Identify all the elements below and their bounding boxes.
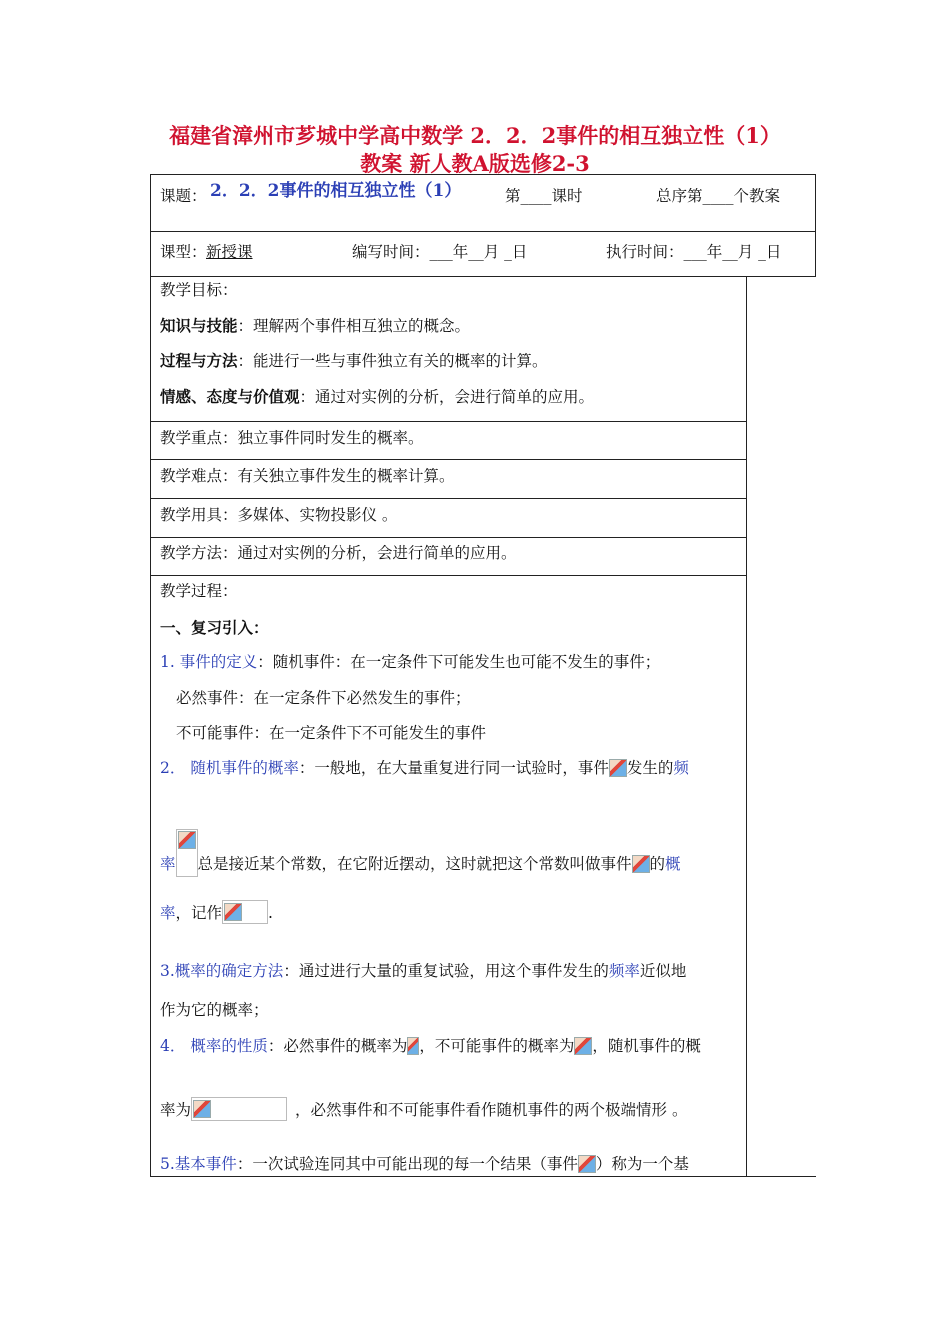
row-divider — [150, 575, 746, 576]
row-divider — [150, 498, 746, 499]
difficulty: 教学难点：有关独立事件发生的概率计算。 — [160, 467, 455, 485]
goal-process — [160, 351, 548, 371]
row-divider — [150, 421, 746, 422]
item-random-probability: 2． 随机事件的概率：一般地，在大量重复进行同一试验时，事件 发生的频 — [160, 759, 689, 777]
topic-label: 课题： — [160, 187, 207, 205]
formula-image-icon — [578, 1155, 596, 1173]
certain-event-line: 必然事件：在一定条件下必然发生的事件； — [176, 689, 471, 707]
exec-time: 执行时间：___年__月 _日 — [606, 243, 782, 261]
formula-frame — [191, 1097, 287, 1121]
term-basic-event: 基本事件 — [174, 1155, 237, 1173]
formula-image-icon — [632, 855, 650, 873]
period-field: 第____课时 — [505, 187, 583, 205]
process-heading: 教学过程： — [160, 582, 238, 600]
item-probability-properties: 4． 概率的性质：必然事件的概率为 ，不可能事件的概率为 ，随机事件的概 — [160, 1037, 701, 1055]
write-time: 编写时间：___年__月 _日 — [352, 243, 528, 261]
topic-value: 2．2．2事件的相互独立性（1） — [210, 181, 462, 201]
order-field: 总序第____个教案 — [656, 187, 781, 205]
document-title-line2: 教案 新人教A版选修2-3 — [360, 151, 590, 176]
document-title-line1: 福建省漳州市芗城中学高中数学 2．2．2事件的相互独立性（1） — [169, 123, 781, 148]
type-value: 新授课 — [206, 243, 253, 261]
probability-properties-line2: 率为 ，必然事件和不可能事件看作随机事件的两个极端情形 。 — [160, 1097, 687, 1121]
random-probability-line3: 率，记作 . — [160, 900, 273, 924]
probability-method-line2: 作为它的概率； — [160, 1001, 269, 1019]
term-probability-properties: 概率的性质 — [190, 1037, 268, 1055]
term-random-probability: 随机事件的概率 — [190, 759, 299, 777]
goals-heading: 教学目标： — [160, 281, 238, 299]
item-probability-method: 3.概率的确定方法：通过进行大量的重复试验，用这个事件发生的频率近似地 — [160, 962, 687, 980]
impossible-event-line: 不可能事件：在一定条件下不可能发生的事件 — [176, 724, 487, 742]
formula-image-icon — [224, 903, 242, 921]
header-divider — [150, 231, 816, 232]
row-divider — [150, 459, 746, 460]
formula-image-icon — [574, 1037, 592, 1055]
formula-frame — [222, 900, 268, 924]
goal-process-label: 过程与方法 — [160, 351, 238, 370]
section-review: 一、复习引入： — [160, 618, 269, 637]
row-divider — [150, 537, 746, 538]
formula-image-icon — [609, 759, 627, 777]
teaching-tools: 教学用具：多媒体、实物投影仪 。 — [160, 506, 398, 524]
table-right-border — [746, 277, 747, 1176]
item-basic-event: 5.基本事件：一次试验连同其中可能出现的每一个结果（事件 ）称为一个基 — [160, 1155, 689, 1173]
formula-image-icon — [193, 1100, 211, 1118]
random-probability-line2: 率 总是接近某个常数，在它附近摆动，这时就把这个常数叫做事件 的概 — [160, 829, 681, 877]
type-label: 课型： — [160, 243, 207, 261]
key-point: 教学重点：独立事件同时发生的概率。 — [160, 429, 424, 447]
goal-emotion-text: ：通过对实例的分析，会进行简单的应用。 — [299, 388, 595, 406]
table-left-border — [150, 277, 151, 1176]
term-event-definition: 事件的定义 — [179, 653, 258, 671]
goal-knowledge — [160, 316, 470, 336]
table-bottom-border — [150, 1176, 816, 1177]
term-probability-method: 概率的确定方法 — [174, 962, 284, 980]
formula-image-icon — [178, 831, 196, 849]
item-event-definition: 1. 事件的定义：随机事件：在一定条件下可能发生也可能不发生的事件； — [160, 653, 661, 671]
goal-knowledge-label: 知识与技能 — [160, 316, 238, 335]
goal-emotion — [160, 387, 594, 407]
teaching-method: 教学方法：通过对实例的分析，会进行简单的应用。 — [160, 544, 517, 562]
goal-knowledge-text: ：理解两个事件相互独立的概念。 — [237, 317, 471, 335]
goal-emotion-label: 情感、态度与价值观 — [160, 387, 300, 406]
formula-image-icon — [407, 1037, 419, 1055]
goal-process-text: ：能进行一些与事件独立有关的概率的计算。 — [237, 352, 548, 370]
formula-frame — [176, 829, 198, 877]
